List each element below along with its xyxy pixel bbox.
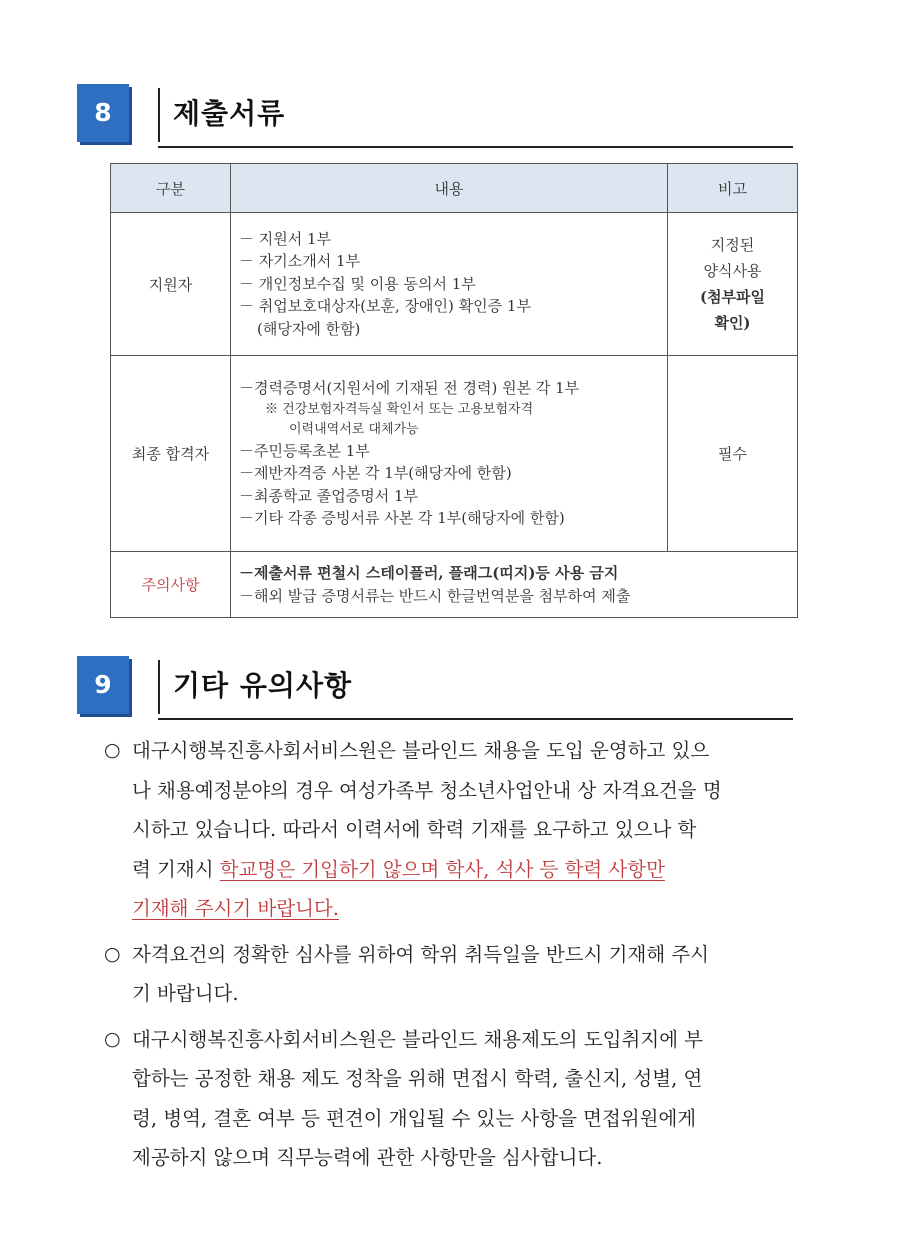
row-content	[231, 356, 668, 552]
row-content	[231, 552, 798, 618]
heading-underline	[158, 146, 793, 148]
note-line: 양식사용	[703, 262, 762, 280]
row-note: 필수	[668, 356, 798, 552]
section-title: 기타 유의사항	[173, 669, 353, 702]
text-line: 나 채용예정분야의 경우 여성가족부 청소년사업안내 상 자격요건을 명	[132, 778, 722, 802]
text-line	[132, 889, 834, 929]
note-line: 지정된	[710, 236, 755, 254]
list-item: － 개인정보수집 및 이용 동의서 1부	[239, 274, 476, 293]
text-line: 령, 병역, 결혼 여부 등 편견이 개입될 수 있는 사항을 면접위원에게	[132, 1106, 697, 1130]
header-category: 구분	[111, 164, 231, 213]
row-note	[668, 213, 798, 356]
heading-divider	[158, 660, 160, 714]
notes-list	[104, 731, 834, 1184]
list-item: － 지원서 1부	[239, 229, 332, 248]
note-paragraph	[104, 731, 834, 929]
list-item: －최종학교 졸업증명서 1부	[239, 486, 418, 505]
list-item: －제반자격증 사본 각 1부(해당자에 한함)	[239, 464, 512, 483]
note-line: (첨부파일	[699, 288, 766, 306]
documents-table	[110, 163, 798, 618]
text-line: 대구시행복진흥사회서비스원은 블라인드 채용제도의 도입취지에 부	[132, 1027, 704, 1051]
heading-divider	[158, 88, 160, 142]
text-line: 대구시행복진흥사회서비스원은 블라인드 채용을 도입 운영하고 있으	[132, 739, 710, 762]
list-item: － 취업보호대상자(보훈, 장애인) 확인증 1부	[239, 297, 531, 316]
circle-bullet-icon: ○	[104, 739, 121, 761]
section-9-heading	[77, 656, 793, 720]
text-line: 기 바랍니다.	[132, 982, 239, 1005]
highlighted-text: 기재해 주시기 바랍니다.	[132, 897, 339, 920]
list-item: －제출서류 편철시 스테이플러, 플래그(띠지)등 사용 금지	[239, 564, 619, 582]
table-row-caution	[111, 552, 798, 618]
header-note: 비고	[668, 164, 798, 213]
text-line: 시하고 있습니다. 따라서 이력서에 학력 기재를 요구하고 있으나 학	[132, 818, 697, 841]
highlighted-text: 학교명은 기입하기 않으며 학사, 석사 등 학력 사항만	[219, 857, 665, 881]
table-row-final	[111, 356, 798, 552]
table-row-applicant	[111, 213, 798, 356]
heading-underline	[158, 718, 793, 720]
text-line: 자격요건의 정확한 심사를 위하여 학위 취득일을 반드시 기재해 주시	[132, 942, 710, 966]
text-line: 제공하지 않으며 직무능력에 관한 사항만을 심사합니다.	[132, 1146, 603, 1169]
note-line: 확인)	[714, 314, 751, 332]
list-item: －주민등록초본 1부	[239, 441, 370, 460]
list-item: －해외 발급 증명서류는 반드시 한글번역분을 첨부하여 제출	[239, 586, 631, 605]
note-paragraph	[104, 1020, 834, 1178]
text-segment: 력 기재시	[132, 857, 220, 881]
text-line	[104, 850, 834, 890]
header-content: 내용	[231, 164, 668, 213]
section-title: 제출서류	[173, 97, 286, 130]
row-content	[231, 213, 668, 356]
text-line: 합하는 공정한 채용 제도 정착을 위해 면접시 학력, 출신지, 성별, 연	[132, 1067, 703, 1090]
list-subnote: ※ 건강보험자격득실 확인서 또는 고용보험자격	[265, 401, 534, 417]
section-number-badge: 9	[77, 656, 129, 714]
row-category: 최종 합격자	[111, 356, 231, 552]
circle-bullet-icon: ○	[104, 942, 121, 965]
list-item: －경력증명서(지원서에 기재된 전 경력) 원본 각 1부	[239, 379, 580, 398]
list-item-continuation: (해당자에 한함)	[257, 319, 361, 338]
list-item: －기타 각종 증빙서류 사본 각 1부(해당자에 한함)	[239, 509, 565, 528]
circle-bullet-icon: ○	[104, 1027, 121, 1050]
section-8-heading	[77, 84, 793, 148]
section-number-badge: 8	[77, 84, 129, 142]
list-item: － 자기소개서 1부	[239, 252, 361, 271]
row-category: 주의사항	[111, 552, 231, 618]
note-paragraph	[104, 935, 834, 1014]
table-header-row	[111, 164, 798, 213]
row-category: 지원자	[111, 213, 231, 356]
list-subnote: 이력내역서로 대체가능	[289, 421, 419, 437]
